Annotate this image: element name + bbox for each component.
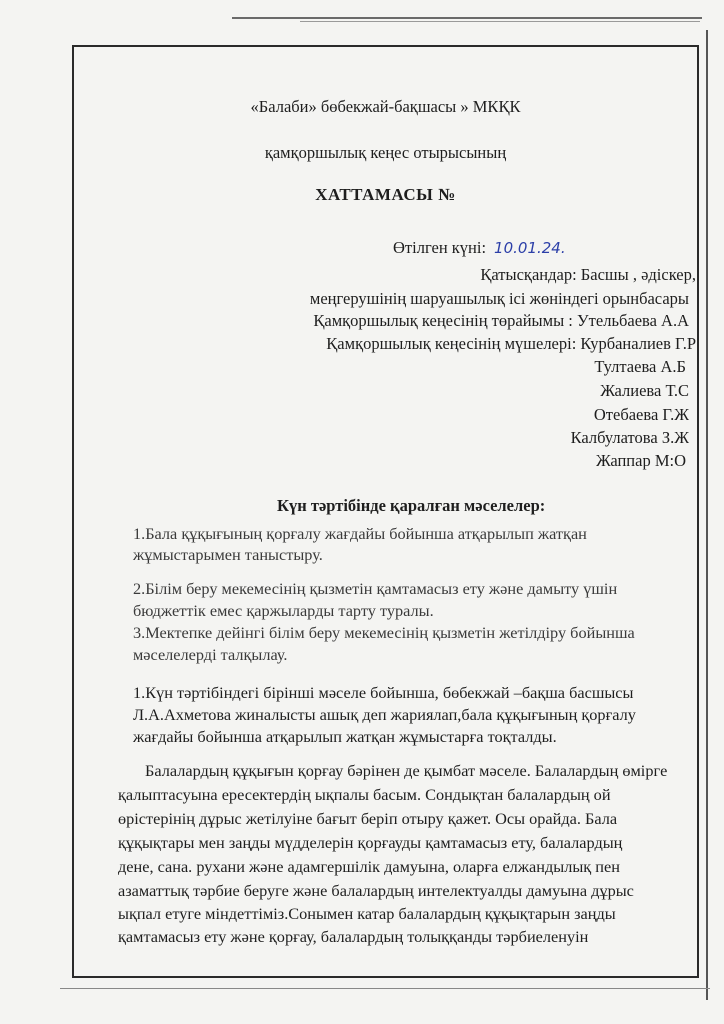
agenda-item-2-cont: бюджеттік емес қаржыларды тарту туралы.	[133, 601, 434, 620]
council-member: Жаппар М:О	[595, 451, 686, 470]
document-title: ХАТТАМАСЫ №	[315, 185, 456, 204]
body-paragraph-2-line: азаматтық тәрбие беруге және балалардың интелектуалды дамуына дұрыс	[118, 881, 634, 900]
council-member: Жалиева Т.С	[600, 381, 689, 400]
date-label: Өтілген күні:	[393, 238, 487, 257]
council-line: қамқоршылық кеңес отырысының	[264, 143, 507, 162]
body-paragraph-2-line: қалыптасуына ересектердің ықпалы басым. Сондықтан балалардың ой	[118, 785, 611, 804]
agenda-item-2: 2.Білім беру мекемесінің қызметін қамтамасыз ету және дамыту үшін	[133, 579, 618, 598]
council-chair: Қамқоршылық кеңесінің төрайымы : Утельбаева А.А	[313, 311, 689, 330]
participants-line-1: Қатысқандар: Басшы , әдіскер,	[480, 265, 696, 284]
body-paragraph-1: 1.Күн тәртібіндегі бірінші мәселе бойынша, бөбекжай –бақша басшысы	[133, 683, 634, 702]
agenda-heading: Күн тәртібінде қаралған мәселелер:	[277, 496, 546, 515]
body-paragraph-2-line: дене, сана. рухани және адамгершілік дамуына, оларға елжандылық пен	[118, 857, 620, 876]
body-paragraph-2-line: Балалардың құқығын қорғау бәрінен де қымбат мәселе. Балалардың өміргe	[145, 761, 668, 780]
council-member: Отебаева Г.Ж	[593, 405, 689, 424]
meeting-date	[393, 238, 566, 258]
council-member: Тултаева А.Б	[594, 357, 686, 376]
body-paragraph-2-line: ықпал етуге міндеттіміз.Сонымен катар балалардың құқықтарын заңды	[118, 904, 616, 923]
body-paragraph-1-line: Л.А.Ахметова жиналысты ашық деп жариялап,бала құқығының қорғалу	[133, 705, 636, 724]
date-handwritten: 10.01.24.	[494, 239, 566, 257]
participants-line-2: меңгерушінің шаруашылық ісі жөніндегі орынбасары	[309, 289, 689, 308]
body-paragraph-2-line: құқықтары мен заңды мүдделерін қорғауды қамтамасыз ету, балалардың	[118, 833, 623, 852]
org-name: «Балаби» бөбекжай-бақшасы » МКҚК	[250, 97, 521, 116]
council-member: Калбулатова З.Ж	[570, 428, 689, 447]
council-members-line: Қамқоршылық кеңесінің мүшелері: Курбаналиев Г.Р	[326, 334, 696, 353]
agenda-item-3-cont: мәселелерді талқылау.	[133, 645, 288, 664]
body-paragraph-2-line: өрістерінің дұрыс жетілуіне бағыт беріп отыру қажет. Осы орайда. Бала	[118, 809, 618, 828]
agenda-item-3: 3.Мектепке дейінгі білім беру мекемесінің қызметін жетілдіру бойынша	[133, 623, 635, 642]
agenda-item-1: 1.Бала құқығының қорғалу жағдайы бойынша атқарылып жатқан	[133, 524, 587, 543]
body-paragraph-1-line: жағдайы бойынша атқарылып жатқан жұмыстарға тоқталды.	[133, 727, 557, 746]
agenda-item-1-cont: жұмыстарымен таныстыру.	[133, 545, 323, 564]
body-paragraph-2-line: қамтамасыз ету және қорғау, балалардың толыққанды тәрбиеленуін	[118, 927, 589, 946]
